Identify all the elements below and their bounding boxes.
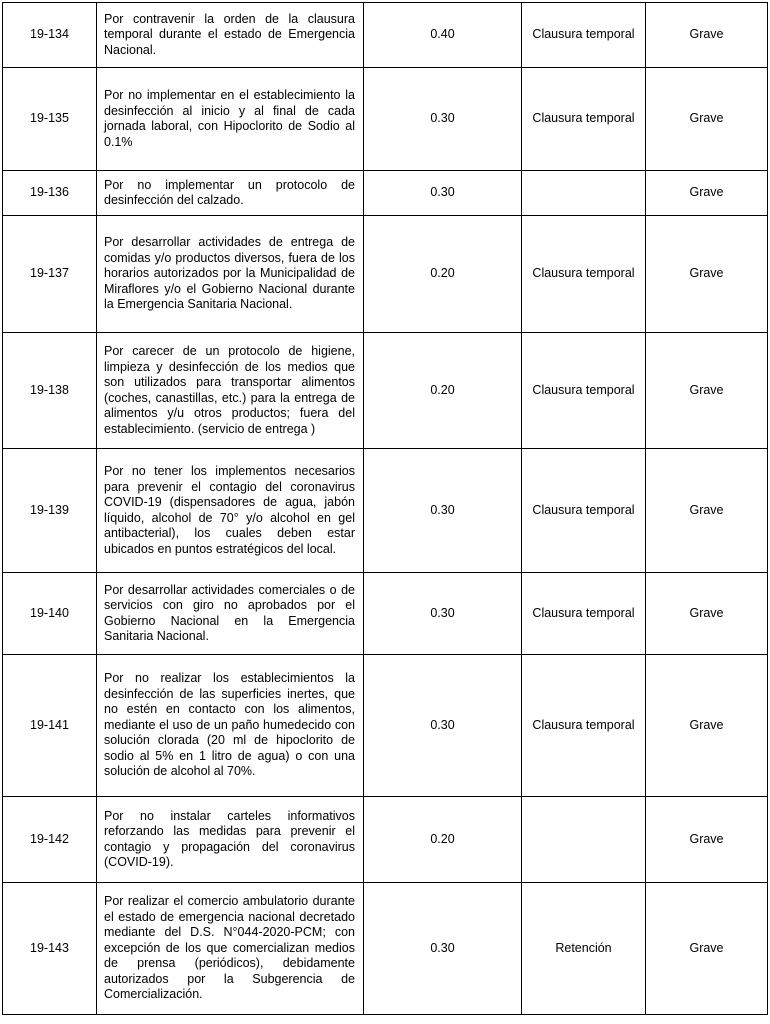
table-row: [3, 449, 768, 573]
table-row: [3, 3, 768, 68]
table-row: [3, 171, 768, 216]
infraction-code: 19-142: [3, 797, 97, 883]
infraction-description: Por desarrollar actividades comerciales o de servicios con giro no aprobados por el Gobierno Nacional en la Emergencia Sanitaria Nacional.: [97, 573, 364, 655]
fine-uit: 0.20: [364, 797, 522, 883]
complementary-measure: Clausura temporal: [522, 333, 646, 449]
infraction-code: 19-140: [3, 573, 97, 655]
severity: Grave: [646, 655, 768, 797]
infraction-code: 19-135: [3, 68, 97, 171]
table-row: [3, 333, 768, 449]
table-row: [3, 797, 768, 883]
infraction-code: 19-143: [3, 883, 97, 1015]
complementary-measure: Clausura temporal: [522, 216, 646, 333]
complementary-measure: Clausura temporal: [522, 573, 646, 655]
table-row: [3, 216, 768, 333]
fine-uit: 0.20: [364, 333, 522, 449]
severity: Grave: [646, 573, 768, 655]
complementary-measure: Clausura temporal: [522, 68, 646, 171]
fine-uit: 0.30: [364, 655, 522, 797]
infraction-description: Por no instalar carteles informativos reforzando las medidas para prevenir el contagio y propagación del coronavirus (COVID-19).: [97, 797, 364, 883]
severity: Grave: [646, 883, 768, 1015]
table-row: [3, 883, 768, 1015]
infractions-table: [2, 2, 768, 1015]
infraction-code: 19-141: [3, 655, 97, 797]
severity: Grave: [646, 333, 768, 449]
infraction-description: Por no implementar en el establecimiento la desinfección al inicio y al final de cada jornada laboral, con Hipoclorito de Sodio al 0.1%: [97, 68, 364, 171]
infraction-code: 19-139: [3, 449, 97, 573]
severity: Grave: [646, 216, 768, 333]
complementary-measure: Clausura temporal: [522, 3, 646, 68]
infraction-code: 19-136: [3, 171, 97, 216]
complementary-measure: Retención: [522, 883, 646, 1015]
infraction-description: Por no tener los implementos necesarios para prevenir el contagio del coronavirus COVID-19 (dispensadores de agua, jabón líquido, alcohol de 70° y/o alcohol en gel antibacterial), los cuales deben estar ubicados en puntos estratégicos del local.: [97, 449, 364, 573]
fine-uit: 0.40: [364, 3, 522, 68]
severity: Grave: [646, 171, 768, 216]
fine-uit: 0.30: [364, 573, 522, 655]
fine-uit: 0.20: [364, 216, 522, 333]
severity: Grave: [646, 3, 768, 68]
infraction-code: 19-138: [3, 333, 97, 449]
severity: Grave: [646, 797, 768, 883]
complementary-measure: [522, 171, 646, 216]
fine-uit: 0.30: [364, 68, 522, 171]
severity: Grave: [646, 449, 768, 573]
infraction-description: Por contravenir la orden de la clausura temporal durante el estado de Emergencia Nacional.: [97, 3, 364, 68]
infraction-description: Por no implementar un protocolo de desinfección del calzado.: [97, 171, 364, 216]
complementary-measure: Clausura temporal: [522, 655, 646, 797]
fine-uit: 0.30: [364, 883, 522, 1015]
complementary-measure: Clausura temporal: [522, 449, 646, 573]
complementary-measure: [522, 797, 646, 883]
fine-uit: 0.30: [364, 171, 522, 216]
infraction-code: 19-134: [3, 3, 97, 68]
infraction-code: 19-137: [3, 216, 97, 333]
table-row: [3, 655, 768, 797]
infraction-description: Por desarrollar actividades de entrega de comidas y/o productos diversos, fuera de los horarios autorizados por la Municipalidad de Miraflores y/o el Gobierno Nacional durante la Emergencia Sanitaria Nacional.: [97, 216, 364, 333]
infraction-description: Por no realizar los establecimientos la desinfección de las superficies inertes, que no estén en contacto con los alimentos, mediante el uso de un paño humedecido con solución clorada (20 ml de hipoclorito de sodio al 5% en 1 litro de agua) o con una solución de alcohol al 70%.: [97, 655, 364, 797]
table-row: [3, 573, 768, 655]
fine-uit: 0.30: [364, 449, 522, 573]
severity: Grave: [646, 68, 768, 171]
infraction-description: Por realizar el comercio ambulatorio durante el estado de emergencia nacional decretado mediante del D.S. N°044-2020-PCM; con excepción de los que comercializan medios de prensa (periódicos), debidamente autorizados por la Subgerencia de Comercialización.: [97, 883, 364, 1015]
table-row: [3, 68, 768, 171]
infraction-description: Por carecer de un protocolo de higiene, limpieza y desinfección de los medios que son utilizados para transportar alimentos (coches, canastillas, etc.) para la entrega de alimentos y/u otros productos; fuera del establecimiento. (servicio de entrega ): [97, 333, 364, 449]
